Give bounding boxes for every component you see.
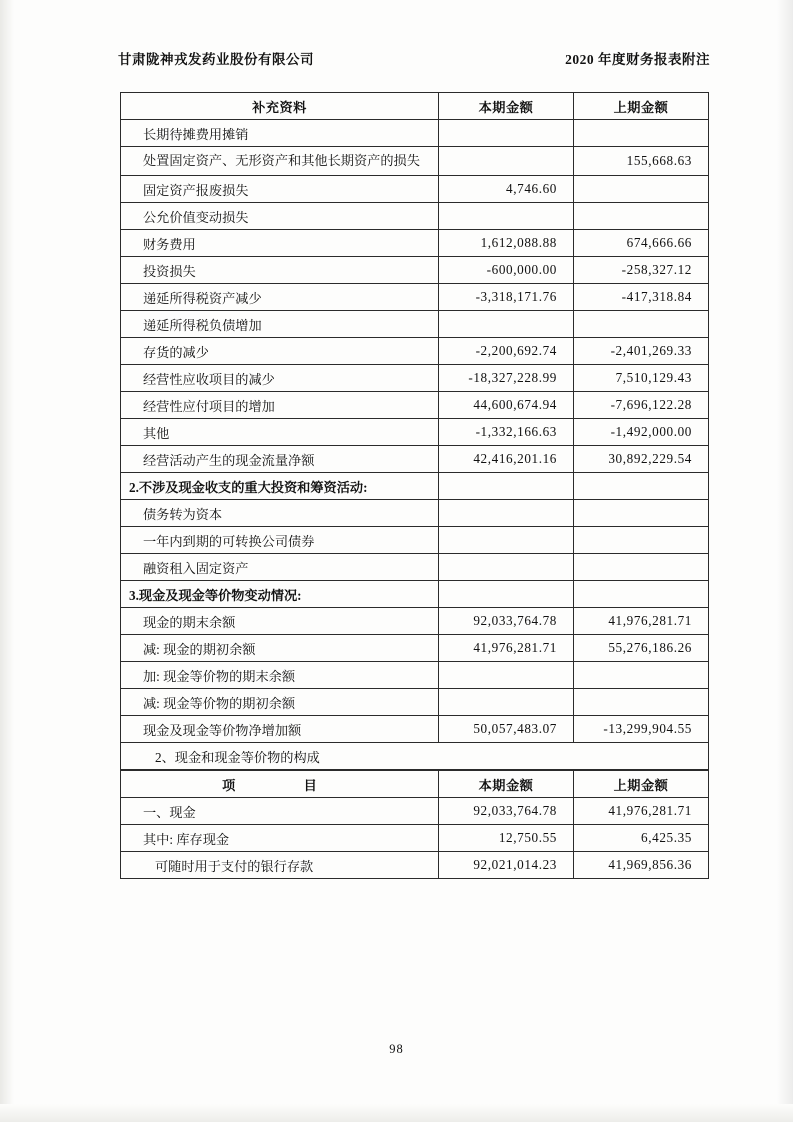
row-previous	[574, 554, 709, 581]
row-label: 减: 现金等价物的期初余额	[121, 689, 439, 716]
row-current: 92,021,014.23	[439, 852, 574, 879]
row-previous: -258,327.12	[574, 257, 709, 284]
table-row	[121, 500, 709, 527]
row-label: 经营性应收项目的减少	[121, 365, 439, 392]
row-label: 现金的期末余额	[121, 608, 439, 635]
row-current: -600,000.00	[439, 257, 574, 284]
row-previous: 55,276,186.26	[574, 635, 709, 662]
row-current	[439, 311, 574, 338]
table-row	[121, 311, 709, 338]
row-label: 一、现金	[121, 798, 439, 825]
row-label: 递延所得税资产减少	[121, 284, 439, 311]
row-label: 递延所得税负债增加	[121, 311, 439, 338]
row-current: -18,327,228.99	[439, 365, 574, 392]
scan-edge-bottom	[0, 1104, 793, 1122]
supplementary-info-table	[120, 92, 709, 770]
section-title-row	[121, 743, 709, 770]
row-label: 融资租入固定资产	[121, 554, 439, 581]
table-row	[121, 338, 709, 365]
table-row	[121, 230, 709, 257]
row-current	[439, 689, 574, 716]
row-previous	[574, 473, 709, 500]
row-current: -1,332,166.63	[439, 419, 574, 446]
row-previous: -13,299,904.55	[574, 716, 709, 743]
row-previous	[574, 176, 709, 203]
row-current: 92,033,764.78	[439, 608, 574, 635]
table-row	[121, 176, 709, 203]
scan-edge-left	[0, 0, 14, 1122]
row-previous: 41,976,281.71	[574, 608, 709, 635]
row-label: 固定资产报废损失	[121, 176, 439, 203]
page-number: 98	[389, 1042, 404, 1056]
row-label: 长期待摊费用摊销	[121, 120, 439, 147]
table-row	[121, 716, 709, 743]
row-label: 2.不涉及现金收支的重大投资和筹资活动:	[121, 473, 439, 500]
row-previous: -2,401,269.33	[574, 338, 709, 365]
row-label: 投资损失	[121, 257, 439, 284]
row-current: 42,416,201.16	[439, 446, 574, 473]
row-previous: 41,969,856.36	[574, 852, 709, 879]
table-row	[121, 147, 709, 176]
column-header-item: 项 目	[121, 771, 439, 798]
row-current	[439, 120, 574, 147]
row-label: 可随时用于支付的银行存款	[121, 852, 439, 879]
row-previous	[574, 311, 709, 338]
row-previous: -417,318.84	[574, 284, 709, 311]
row-previous	[574, 662, 709, 689]
row-label: 现金及现金等价物净增加额	[121, 716, 439, 743]
table-row	[121, 662, 709, 689]
row-current	[439, 473, 574, 500]
row-label: 公允价值变动损失	[121, 203, 439, 230]
tables-container	[120, 92, 708, 879]
row-current	[439, 581, 574, 608]
row-label: 一年内到期的可转换公司债券	[121, 527, 439, 554]
row-label: 其他	[121, 419, 439, 446]
table-row	[121, 554, 709, 581]
row-previous	[574, 500, 709, 527]
table-row	[121, 203, 709, 230]
column-header-item: 补充资料	[121, 93, 439, 120]
row-label: 经营性应付项目的增加	[121, 392, 439, 419]
row-previous	[574, 581, 709, 608]
table-row	[121, 392, 709, 419]
table-row	[121, 365, 709, 392]
row-current: 1,612,088.88	[439, 230, 574, 257]
table-row	[121, 257, 709, 284]
row-previous	[574, 120, 709, 147]
row-label: 其中: 库存现金	[121, 825, 439, 852]
table-row	[121, 527, 709, 554]
row-current	[439, 527, 574, 554]
table-header-row	[121, 771, 709, 798]
table-row	[121, 608, 709, 635]
table-header-row	[121, 93, 709, 120]
company-name: 甘肃陇神戎发药业股份有限公司	[118, 52, 314, 67]
column-header-previous: 上期金额	[574, 93, 709, 120]
row-previous: 41,976,281.71	[574, 798, 709, 825]
row-current: -2,200,692.74	[439, 338, 574, 365]
row-current: 50,057,483.07	[439, 716, 574, 743]
row-current	[439, 554, 574, 581]
table-row	[121, 284, 709, 311]
table-row	[121, 635, 709, 662]
table-row	[121, 419, 709, 446]
row-current: 92,033,764.78	[439, 798, 574, 825]
row-current: 4,746.60	[439, 176, 574, 203]
row-previous	[574, 203, 709, 230]
table-row	[121, 798, 709, 825]
table-row	[121, 446, 709, 473]
scan-edge-right	[777, 0, 793, 1122]
column-header-current: 本期金额	[439, 93, 574, 120]
row-previous: 6,425.35	[574, 825, 709, 852]
row-current: 44,600,674.94	[439, 392, 574, 419]
row-current	[439, 500, 574, 527]
page-header	[118, 48, 710, 68]
row-current: 12,750.55	[439, 825, 574, 852]
row-previous: 674,666.66	[574, 230, 709, 257]
row-label: 处置固定资产、无形资产和其他长期资产的损失	[121, 147, 439, 176]
row-current	[439, 147, 574, 176]
column-header-previous: 上期金额	[574, 771, 709, 798]
table-row-section	[121, 581, 709, 608]
row-label: 3.现金及现金等价物变动情况:	[121, 581, 439, 608]
row-current	[439, 203, 574, 230]
row-label: 经营活动产生的现金流量净额	[121, 446, 439, 473]
row-label: 存货的减少	[121, 338, 439, 365]
table-row	[121, 825, 709, 852]
row-label: 债务转为资本	[121, 500, 439, 527]
cash-composition-table	[120, 770, 709, 879]
row-current: 41,976,281.71	[439, 635, 574, 662]
document-title: 2020 年度财务报表附注	[565, 52, 710, 67]
table-row-section	[121, 473, 709, 500]
row-previous: 30,892,229.54	[574, 446, 709, 473]
column-header-current: 本期金额	[439, 771, 574, 798]
row-label: 加: 现金等价物的期末余额	[121, 662, 439, 689]
row-previous	[574, 689, 709, 716]
section-title: 2、现金和现金等价物的构成	[121, 743, 709, 770]
table-row	[121, 120, 709, 147]
row-previous: -7,696,122.28	[574, 392, 709, 419]
row-previous: -1,492,000.00	[574, 419, 709, 446]
row-label: 减: 现金的期初余额	[121, 635, 439, 662]
row-label: 财务费用	[121, 230, 439, 257]
row-current: -3,318,171.76	[439, 284, 574, 311]
table-row	[121, 689, 709, 716]
table-row	[121, 852, 709, 879]
row-current	[439, 662, 574, 689]
row-previous	[574, 527, 709, 554]
row-previous: 155,668.63	[574, 147, 709, 176]
row-previous: 7,510,129.43	[574, 365, 709, 392]
